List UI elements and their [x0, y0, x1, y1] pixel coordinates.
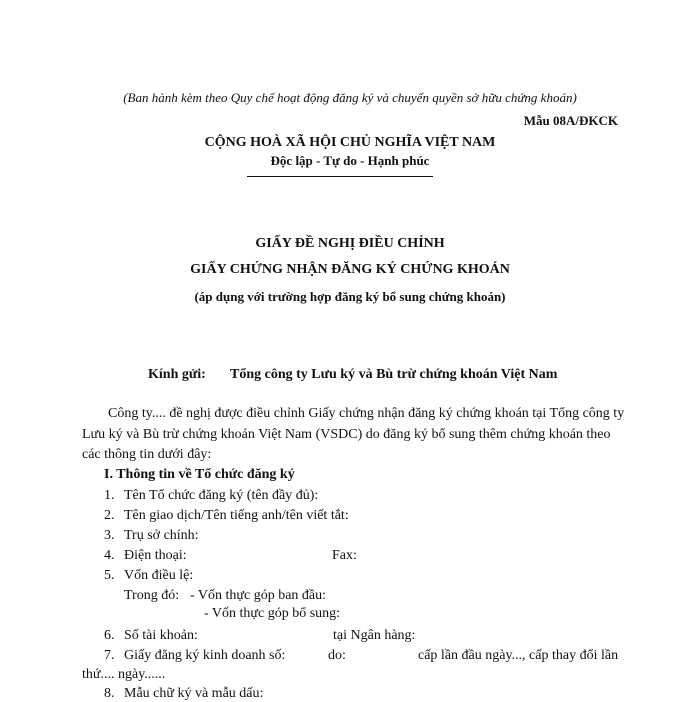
title-line-1: GIẤY ĐỀ NGHỊ ĐIỀU CHỈNH: [255, 236, 445, 251]
item-3-number: 3.: [104, 528, 115, 543]
item-5-sub-1: - Vốn thực góp ban đầu:: [190, 588, 327, 603]
motto: Độc lập - Tự do - Hạnh phúc: [270, 153, 430, 168]
item-1-number: 1.: [104, 488, 115, 503]
section-1-heading: I. Thông tin về Tổ chức đăng ký: [104, 467, 295, 482]
item-6-number: 6.: [104, 628, 115, 643]
recipient-label: Kính gửi:: [148, 367, 206, 382]
title-line-2: GIẤY CHỨNG NHẬN ĐĂNG KÝ CHỨNG KHOÁN: [190, 262, 510, 277]
intro-line-1: Công ty.... đề nghị được điều chỉnh Giấy chứng nhận đăng ký chứng khoán tại Tổng công ty: [108, 406, 625, 421]
item-7-label: Giấy đăng ký kinh doanh số:: [124, 648, 286, 663]
item-7-issue-date: cấp lần đầu ngày..., cấp thay đổi lần: [418, 648, 619, 663]
item-2-label: Tên giao dịch/Tên tiếng anh/tên viết tắt:: [124, 508, 349, 523]
recipient-name: Tổng công ty Lưu ký và Bù trừ chứng khoán Việt Nam: [230, 367, 558, 382]
item-6-account-label: Số tài khoản:: [124, 628, 198, 643]
item-4-phone-label: Điện thoại:: [124, 548, 187, 563]
form-code: Mẫu 08A/ĐKCK: [523, 113, 618, 128]
item-1-label: Tên Tổ chức đăng ký (tên đầy đủ):: [124, 488, 319, 503]
item-5-sub-prefix: Trong đó:: [124, 588, 180, 603]
item-8-label: Mẫu chữ ký và mẫu dấu:: [124, 686, 264, 701]
item-4-fax-label: Fax:: [332, 548, 357, 563]
item-3-label: Trụ sở chính:: [124, 528, 199, 543]
item-7-number: 7.: [104, 648, 115, 663]
item-5-sub-2: - Vốn thực góp bổ sung:: [204, 606, 341, 621]
intro-line-2: Lưu ký và Bù trừ chứng khoán Việt Nam (VSDC) do đăng ký bổ sung thêm chứng khoán theo: [82, 427, 611, 442]
item-7-continuation: thứ.... ngày......: [82, 667, 166, 682]
intro-line-3: các thông tin dưới đây:: [82, 447, 212, 462]
item-8-number: 8.: [104, 686, 115, 701]
issued-note: (Ban hành kèm theo Quy chế hoạt động đăng ký và chuyển quyền sở hữu chứng khoán): [123, 90, 577, 105]
motto-underline: [247, 176, 433, 177]
nation-heading: CỘNG HOÀ XÃ HỘI CHỦ NGHĨA VIỆT NAM: [204, 135, 496, 150]
item-2-number: 2.: [104, 508, 115, 523]
item-6-bank-label: tại Ngân hàng:: [333, 628, 416, 643]
item-4-number: 4.: [104, 548, 115, 563]
item-5-number: 5.: [104, 568, 115, 583]
item-7-issuer-label: do:: [328, 648, 346, 663]
item-5-label: Vốn điều lệ:: [124, 568, 194, 583]
title-line-3: (áp dụng với trường hợp đăng ký bổ sung chứng khoán): [194, 289, 506, 304]
